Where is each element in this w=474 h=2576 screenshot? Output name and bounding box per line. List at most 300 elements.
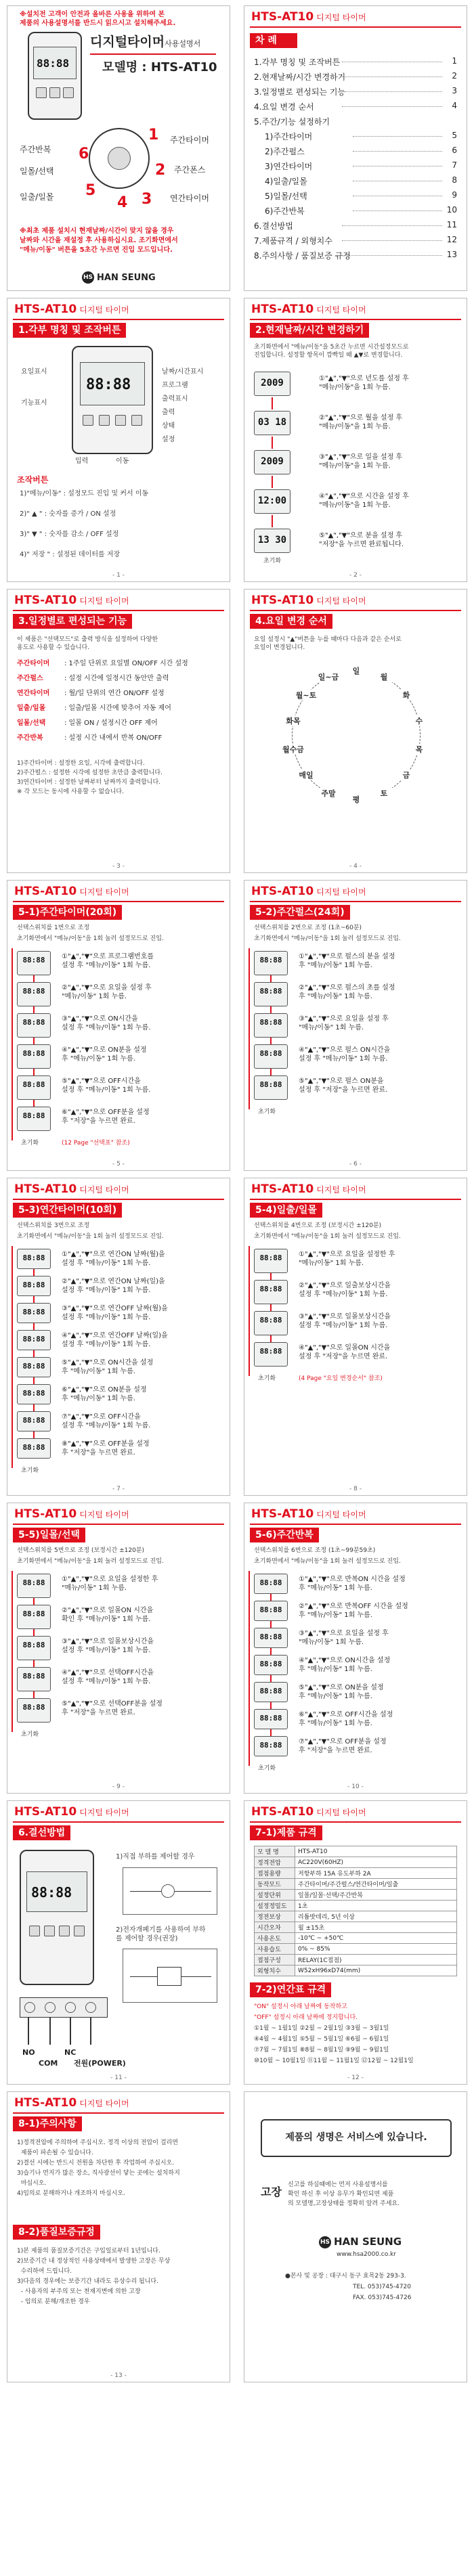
lcd-caption: 초기화	[21, 1467, 39, 1474]
instruction-step: ③"▲","▼"으로 연간OFF 날짜(월)을 설정 후 "메뉴/이동" 1회 누름.	[62, 1305, 168, 1321]
instruction-step: ①"▲","▼"으로 요일을 설정한 후 "메뉴/이동" 1회 누름.	[62, 1576, 158, 1592]
page-number: - 8 -	[349, 1486, 362, 1492]
flow-arrow	[33, 1377, 35, 1384]
instruction-step: ④"▲","▼"으로 펄스 ON시간을 설정 후 "메뉴/이동" 1회 누름.	[299, 1046, 391, 1063]
toc-item	[265, 175, 457, 185]
function-name: 주간반복	[17, 734, 43, 742]
toc-item-label: 3)연간타이머	[265, 162, 313, 171]
toc-dots	[353, 151, 442, 152]
toc-item	[265, 190, 457, 200]
toc-item-page: 4	[452, 101, 457, 110]
section-intro: 선택스위치를 1번으로 조정	[17, 925, 90, 931]
panel-header-sub: 디지털 타이머	[316, 1185, 366, 1195]
company-address: ●본사 및 공장 : 대구시 동구 효목2동 293-3.	[285, 2273, 406, 2280]
flow-arrow	[33, 1323, 35, 1330]
dial-callout: 주간반복	[20, 145, 51, 154]
toc-item	[254, 235, 457, 244]
lcd-step	[254, 1249, 288, 1273]
function-desc: : 1주일 단위로 요일별 ON/OFF 시간 설정	[64, 660, 188, 667]
panel-header-model: HTS-AT10	[251, 885, 314, 898]
flow-arrow	[270, 1594, 272, 1601]
function-desc: : 일출/일몰 시간에 맞추어 자동 제어	[64, 705, 171, 712]
lcd-step	[254, 1709, 288, 1729]
toc-dots	[353, 210, 442, 211]
panel-header: HTS-AT10 디지털 타이머	[251, 1805, 366, 1819]
instruction-step: ⑤"▲","▼"으로 분을 설정 후 "저장"을 누르면 완료됩니다.	[319, 532, 404, 548]
flow-arrow	[33, 1296, 35, 1303]
page-6-panel	[244, 880, 467, 1171]
cover-model-label: 모델명 : HTS-AT10	[102, 60, 217, 74]
function-desc: : 설정 시간 내에서 반복 ON/OFF	[64, 734, 163, 742]
panel-header: HTS-AT10 디지털 타이머	[14, 594, 129, 607]
device-lcd: 88:88	[26, 1871, 87, 1912]
lcd-digits: 88:88	[22, 1049, 45, 1058]
flow-arrow	[270, 1729, 272, 1736]
flow-arrow	[270, 1038, 272, 1044]
lcd-step	[254, 1013, 288, 1038]
flow-arrow	[270, 1621, 272, 1628]
toc-item	[254, 101, 457, 110]
instruction-step: ④"▲","▼"으로 연간OFF 날짜(일)을 설정 후 "메뉴/이동" 1회 누름.	[62, 1332, 168, 1348]
page-number: - 12 -	[347, 2074, 364, 2081]
flow-arrow	[270, 1273, 272, 1280]
function-name: 주간펄스	[17, 675, 43, 682]
panel-header: HTS-AT10 디지털 타이머	[251, 303, 366, 316]
instruction-step: ③"▲","▼"으로 요일을 설정 후 "메뉴/이동" 1회 누름.	[299, 1630, 389, 1646]
page-1-panel	[7, 298, 230, 582]
annual-note-line: ⑩10월 ~ 10월1일 ⑪11월 ~ 11월1일 ⑫12월 ~ 12월1일	[254, 2058, 414, 2064]
instruction-step: ②"▲","▼"으로 요일을 설정 후 "메뉴/이동" 1회 누름.	[62, 984, 152, 1000]
lcd-step	[254, 1044, 288, 1069]
spec-row	[255, 1955, 457, 1966]
spec-value: RELAY(1C접점)	[295, 1955, 457, 1966]
panel-header	[251, 1509, 366, 1520]
part-label: 날짜/시간표시	[162, 368, 204, 376]
reference-note: (12 Page "선택표" 참조)	[62, 1140, 130, 1147]
flow-arrow	[33, 1431, 35, 1438]
lcd-step	[17, 1636, 51, 1660]
toc-dots	[342, 225, 442, 226]
panel-header: HTS-AT10 디지털 타이머	[14, 1805, 129, 1819]
toc-panel	[244, 5, 467, 291]
lcd-caption: 초기화	[258, 1375, 276, 1382]
part-label: 프로그램	[162, 382, 188, 389]
buttons-heading: 조작버튼	[17, 475, 49, 485]
spec-key: 사용습도	[255, 1944, 295, 1955]
page-number: - 10 -	[347, 1783, 364, 1790]
panel-header-model: HTS-AT10	[14, 1507, 77, 1521]
return-line	[249, 948, 250, 1109]
function-row	[17, 702, 220, 714]
spec-value: 주간타이머/주간펄스/연간타이머/일출	[295, 1879, 457, 1890]
lcd-step: 12:00	[254, 489, 290, 514]
dial-number: 5	[85, 182, 96, 199]
section-title: 5-1)주간타이머(20회)	[13, 905, 122, 920]
timer-device-illustration	[28, 32, 82, 120]
section-title: 8-2)품질보증규정	[13, 2225, 100, 2240]
spec-value: 1초	[295, 1901, 457, 1911]
cover-product-name: 디지털타이머사용설명서	[90, 35, 201, 49]
toc-item	[254, 71, 457, 81]
flow-arrow	[270, 1702, 272, 1709]
service-slogan: 제품의 생명은 서비스에 있습니다.	[285, 2132, 427, 2143]
dial-number: 6	[79, 146, 89, 162]
lcd-digits: 88:88	[22, 1578, 45, 1587]
panel-header	[251, 1184, 366, 1195]
section-title: 5-4)일출/일몰	[250, 1203, 322, 1218]
day-item: 일~금	[314, 671, 343, 682]
instruction-step: ⑦"▲","▼"으로 OFF시간을 설정 후 "메뉴/이동" 1회 누름.	[62, 1413, 151, 1429]
instruction-step: ④"▲","▼"으로 시간을 설정 후 "메뉴/이동"을 1회 누름.	[319, 493, 409, 509]
day-item: 화목	[278, 715, 308, 726]
device-lcd: 88:88	[80, 362, 145, 405]
lcd-digits: 88:88	[22, 1281, 45, 1289]
instruction-step: ②"▲","▼"으로 일몰ON 시간을 확인 후 "메뉴/이동" 1회 누름.	[62, 1607, 154, 1623]
dial-callout: 주간타이머	[170, 135, 209, 145]
lcd-step	[254, 1736, 288, 1756]
day-item: 월~토	[291, 690, 321, 701]
lcd-digits: 88:88	[259, 1578, 282, 1587]
function-name: 주간타이머	[17, 660, 50, 667]
lcd-step	[254, 1574, 288, 1594]
toc-item	[265, 205, 457, 215]
return-line	[249, 1246, 250, 1376]
hanseung-logo-icon: HS	[82, 271, 94, 284]
function-row	[17, 687, 220, 699]
instruction-step: ②"▲","▼"으로 펄스의 초를 설정 후 "메뉴/이동" 1회 누름.	[299, 984, 395, 1000]
instruction-step: ③"▲","▼"으로 일몰보상시간을 설정 후 "메뉴/이동" 1회 누름.	[62, 1638, 154, 1654]
button-description: 3)" ▼ " : 숫자를 감소 / OFF 설정	[20, 531, 119, 538]
instruction-step: ①"▲","▼"으로 프로그램번호를 설정 후 "메뉴/이동" 1회 누름.	[62, 953, 154, 969]
day-item: 화	[391, 690, 421, 701]
panel-header-model: HTS-AT10	[251, 1507, 314, 1521]
day-item: 수	[404, 715, 434, 726]
lcd-step	[17, 1330, 51, 1350]
function-desc: : 일몰 ON / 설정시간 OFF 제어	[64, 719, 158, 727]
lcd-caption: 초기화	[263, 558, 282, 564]
lcd-step	[254, 1655, 288, 1675]
spec-row	[255, 1868, 457, 1879]
function-desc: : 설정 시간에 일정시간 동안만 출력	[64, 675, 169, 682]
instruction-step: ③"▲","▼"으로 일을 설정 후 "메뉴/이동"을 1회 누름.	[319, 453, 403, 470]
panel-header-model: HTS-AT10	[14, 1182, 77, 1196]
dial-number: 4	[117, 194, 128, 211]
section-intro: 이 제품은 "선택모드"로 출력 방식을 설정하여 다양한 용도로 사용할 수 있습니다.	[17, 636, 158, 651]
lcd-digits: 88:88	[259, 956, 282, 964]
spec-key: 설정정밀도	[255, 1901, 295, 1911]
section-intro: 선택스위치를 4번으로 조정 (보정시간 ±120분)	[254, 1222, 382, 1229]
spec-row	[255, 1857, 457, 1868]
lcd-step	[17, 1384, 51, 1404]
panel-header: HTS-AT10 디지털 타이머	[14, 303, 129, 316]
toc-item-page: 13	[446, 250, 457, 259]
panel-header-sub: 디지털 타이머	[316, 1510, 366, 1519]
spec-key: 외형치수	[255, 1966, 295, 1976]
button-description: 2)" ▲ " : 숫자를 증가 / ON 설정	[20, 510, 116, 518]
terminal-label: NC	[64, 2048, 77, 2057]
page-number: - 13 -	[110, 2372, 127, 2379]
annual-note-line: ④4월 ~ 4월1일 ⑤5월 ~ 5월1일 ⑥6월 ~ 6월1일	[254, 2036, 389, 2043]
lcd-step	[17, 1411, 51, 1431]
day-item: 일	[341, 665, 371, 676]
dial-callout: 주간폰스	[174, 165, 206, 175]
flow-arrow	[33, 975, 35, 982]
timer-device-illustration	[20, 1850, 94, 1985]
section-title: 7-2)연간표 규격	[250, 1982, 331, 1997]
title-rule	[13, 1524, 224, 1525]
part-label: 설정	[162, 436, 175, 443]
lcd-step	[17, 1303, 51, 1323]
lcd-step	[17, 982, 51, 1006]
instruction-step: ①"▲","▼"으로 요일을 설정한 후 "메뉴/이동" 1회 누름.	[299, 1251, 395, 1267]
spec-value: -10℃ ~ +50℃	[295, 1933, 457, 1944]
toc-item-label: 7.제품규격 / 외형치수	[254, 236, 332, 246]
lcd-digits: 88:88	[22, 1641, 45, 1649]
page-number: - 4 -	[349, 863, 362, 870]
lcd-digits: 88:88	[259, 1605, 282, 1614]
lcd-step	[17, 1075, 51, 1100]
title-rule	[13, 901, 224, 902]
toc-item-label: 1.각부 명칭 및 조작버튼	[254, 58, 341, 67]
page-2-panel	[244, 298, 467, 582]
toc-item-label: 3.일정별로 편성되는 기능	[254, 87, 345, 97]
spec-row	[255, 1890, 457, 1901]
lcd-step	[17, 1698, 51, 1723]
day-cycle	[244, 590, 467, 873]
title-rule	[250, 901, 461, 902]
wiring-desc: 2)전자개폐기를 사용하여 부하 를 제어할 경우(권장)	[116, 1926, 206, 1942]
spec-row	[255, 1901, 457, 1911]
annual-note-line: ①1월 ~ 1월1일 ②2월 ~ 2월1일 ③3월 ~ 3월1일	[254, 2025, 389, 2032]
page-number: - 2 -	[349, 572, 362, 579]
lcd-step	[254, 982, 288, 1006]
spec-value: AC220V(60HZ)	[295, 1857, 457, 1868]
lcd-digits: 88:88	[22, 1018, 45, 1027]
spec-key: 접점구성	[255, 1955, 295, 1966]
lcd-digits: 88:88	[22, 1703, 45, 1712]
lcd-digits: 88:88	[22, 1335, 45, 1343]
spec-key: 접점용량	[255, 1868, 295, 1879]
company-fax: FAX. 053)745-4726	[353, 2294, 412, 2301]
button-description: 4)" 저장 " : 설정된 데이터를 저장	[20, 551, 121, 558]
spec-row	[255, 1933, 457, 1944]
lcd-digits: 88:88	[259, 1049, 282, 1058]
lcd-digits: 88:88	[259, 987, 282, 996]
toc-item-page: 5	[452, 131, 457, 140]
panel-header	[251, 886, 366, 897]
flow-arrow	[33, 1404, 35, 1411]
timer-device-illustration	[72, 346, 153, 454]
section-title: 3.일정별로 편성되는 기능	[13, 614, 132, 629]
section-title: 5-6)주간반복	[250, 1528, 319, 1542]
panel-header	[14, 1509, 129, 1520]
lcd-step	[254, 1342, 288, 1367]
dial-number: 2	[155, 162, 166, 179]
annual-note-line: "ON" 설정시 아래 날짜에 동작하고	[254, 2003, 347, 2010]
toc-item-label: 5.주간/기능 설정하기	[254, 117, 330, 127]
flow-arrow	[33, 1350, 35, 1357]
cover-note: ※최초 제품 설치시 현재날짜/시간이 맞지 않을 경우 날짜와 시간을 재설정 후 사용하십시요. 조기화면에서 "메뉴/이동" 버튼을 5초간 누르면 진입 모드입니다.	[20, 227, 178, 254]
section-title: 5-2)주간펄스(24회)	[250, 905, 350, 920]
lcd-step	[254, 1311, 288, 1335]
lcd-step	[254, 1682, 288, 1702]
panel-header-sub: 디지털 타이머	[79, 887, 129, 897]
lcd-caption: 초기화	[258, 1765, 276, 1772]
section-intro: 초기화면에서 "메뉴/이동"을 5초간 누르면 시간설정모드로 진입합니다. 설정할 항목이 깜빡일 때 ▲▼로 변경합니다.	[254, 344, 409, 359]
instruction-step: ①"▲","▼"으로 펄스의 분을 설정 후 "메뉴/이동" 1회 누름.	[299, 953, 395, 969]
panel-header-sub: 디지털 타이머	[79, 1185, 129, 1195]
instruction-step: ④"▲","▼"으로 일몰ON 시간을 설정 후 "저장"을 누르면 완료.	[299, 1344, 391, 1360]
day-item: 토	[369, 788, 399, 799]
dial-callout: 연간타이머	[170, 194, 209, 203]
toc-dots	[342, 255, 442, 256]
instruction-step: ⑥"▲","▼"으로 OFF분을 설정 후 "저장"을 누르면 완료.	[62, 1109, 150, 1125]
wiring-diagram-direct	[123, 1867, 217, 1915]
spec-value: 0% ~ 85%	[295, 1944, 457, 1955]
toc-item-label: 2.현재날짜/시간 변경하기	[254, 72, 346, 82]
lcd-step	[254, 951, 288, 975]
panel-header	[14, 886, 129, 897]
instruction-step: ④"▲","▼"으로 ON시간을 설정 후 "메뉴/이동" 1회 누름.	[299, 1657, 391, 1673]
spec-value: W52xH96xD74(mm)	[295, 1966, 457, 1976]
instruction-step: ⑤"▲","▼"으로 OFF시간을 설정 후 "메뉴/이동" 1회 누름.	[62, 1078, 151, 1094]
button-description: 1)"메뉴/이동" : 설정모드 진입 및 커서 이동	[20, 490, 149, 497]
section-intro-2: 초기화면에서 "메뉴/이동"을 1회 눌러 설정모드로 진입.	[17, 1233, 164, 1240]
instruction-step: ②"▲","▼"으로 일출보상시간을 설정 후 "메뉴/이동" 1회 누름.	[299, 1282, 391, 1298]
page-3-panel	[7, 589, 230, 873]
lcd-digits: 88:88	[259, 1714, 282, 1723]
flow-arrow	[33, 1069, 35, 1075]
spec-row	[255, 1879, 457, 1890]
annual-note-line: "OFF" 설정시 아래 날짜에 정지합니다.	[254, 2014, 358, 2021]
spec-key: 정격전압	[255, 1857, 295, 1868]
toc-item	[254, 56, 457, 66]
flow-arrow	[33, 1006, 35, 1013]
lcd-digits: 88:88	[22, 1416, 45, 1425]
day-item: 매일	[291, 770, 321, 780]
panel-header-sub: 디지털 타이머	[79, 1510, 129, 1519]
panel-header-model: HTS-AT10	[14, 885, 77, 898]
lcd-digits: 88:88	[259, 1347, 282, 1356]
return-line	[12, 948, 13, 1140]
cautions-text: 1)정격전압에 주의하여 주십시오. 정격 이상의 전압이 걸리면 제품이 파손될 수 있습니다. 2)결선 시에는 반드시 전원을 차단한 후 작업하여 주십시오. 3)습기나 먼지가 많은 장소, 직사광선이 닿는 곳에는 설치하지 마십시오. 4)임의로 분해하거나 개조하지 마십시오.	[17, 2139, 180, 2197]
toc-item	[265, 146, 457, 155]
instruction-step: ④"▲","▼"으로 ON분을 설정 후 "메뉴/이동" 1회 누름.	[62, 1046, 147, 1063]
panel-header: HTS-AT10 디지털 타이머	[251, 10, 366, 24]
section-title: 5-3)연간타이머(10회)	[13, 1203, 122, 1218]
title-rule	[250, 1524, 461, 1525]
spec-key: 동작모드	[255, 1879, 295, 1890]
function-name: 연간타이머	[17, 690, 50, 697]
page-10-panel	[244, 1503, 467, 1794]
section-intro: 선택스위치를 2번으로 조정 (1초~60분)	[254, 925, 362, 931]
section-title: 5-5)일몰/선택	[13, 1528, 85, 1542]
toc-item-page: 1	[452, 56, 457, 66]
spec-key: 설정단위	[255, 1890, 295, 1901]
instruction-step: ②"▲","▼"으로 월을 설정 후 "메뉴/이동"을 1회 누름.	[319, 414, 403, 430]
flow-arrow	[33, 1038, 35, 1044]
lcd-digits: 88:88	[22, 956, 45, 964]
page-number: - 3 -	[112, 863, 125, 870]
toc-item-page: 2	[452, 71, 457, 81]
page-13-panel	[7, 2091, 230, 2382]
repair-label: 고장	[261, 2185, 282, 2198]
instruction-step: ⑦"▲","▼"으로 OFF분을 설정 후 "저장"을 누르면 완료.	[299, 1738, 387, 1754]
flow-arrow	[33, 1598, 35, 1605]
section-title: 8-1)주의사항	[13, 2116, 82, 2131]
page-12-panel	[244, 1800, 467, 2085]
lcd-digits: 88:88	[22, 1308, 45, 1316]
lcd-step: 03 18	[254, 411, 290, 435]
toc-title: 차 례	[250, 33, 297, 48]
lcd-step	[17, 1605, 51, 1629]
instruction-step: ①"▲","▼"으로 연간ON 날짜(월)을 설정 후 "메뉴/이동" 1회 누름.	[62, 1251, 165, 1267]
lcd-digits: 88:88	[259, 1660, 282, 1668]
toc-item-page: 9	[452, 190, 457, 200]
back-brand-logo: HS HAN SEUNG	[320, 2236, 402, 2248]
day-item: 평	[341, 794, 371, 805]
instruction-step: ③"▲","▼"으로 일몰보상시간을 설정 후 "메뉴/이동" 1회 누름.	[299, 1313, 391, 1329]
repair-text: 신고를 하실때에는 먼저 사용설명서를 확인 하신 후 이상 유무가 확인되면 제품 의 모델명,고장상태를 정확히 알려 주세요.	[288, 2181, 400, 2207]
page-number: - 1 -	[112, 572, 125, 579]
page-11-panel	[7, 1800, 230, 2085]
section-intro-2: 초기화면에서 "메뉴/이동"을 1회 눌러 설정모드로 진입.	[254, 1233, 401, 1240]
section-intro: 요일 설정시 "▲"버튼을 누를 때마다 다음과 같은 순서로 요일이 변경됩니다.	[254, 636, 402, 651]
section-title: 2.현재날짜/시간 변경하기	[250, 323, 369, 338]
instruction-step: ⑤"▲","▼"으로 펄스 ON분을 설정 후 "저장"을 누르면 완료.	[299, 1078, 388, 1094]
lcd-step	[17, 1667, 51, 1691]
toc-item-label: 8.주의사항 / 품질보증 규정	[254, 251, 351, 261]
function-desc: : 월/일 단위의 연간 ON/OFF 설정	[64, 690, 165, 697]
lcd-digits: 88:88	[22, 1080, 45, 1089]
lcd-step	[17, 1574, 51, 1598]
toc-item-label: 5)일몰/선택	[265, 192, 307, 201]
spec-key: 시간오차	[255, 1922, 295, 1933]
toc-dots	[353, 136, 442, 137]
reference-note: (4 Page "요일 변경순서" 참조)	[299, 1375, 383, 1382]
lcd-digits: 88:88	[22, 1253, 45, 1262]
cover-warning: ※설치전 고객이 안전과 올바른 사용을 위하여 본 제품의 사용설명서를 반드시 읽으시고 설치해주세요.	[20, 11, 176, 27]
warranty-text: 1)본 제품의 품질보증기간은 구입일로부터 1년입니다. 2)보증기간 내 정상적인 사용상태에서 발생한 고장은 무상 수리하여 드립니다. 3)다음의 경우에는 보증기간 내라도 유상수리 됩니다. - 사용자의 부주의 또는 천재지변에 의한 고장 - 임의로 분해/개조한 경우	[17, 2248, 171, 2305]
toc-item-label: 4)일출/일몰	[265, 177, 307, 186]
day-item: 월	[369, 671, 399, 682]
instruction-step: ⑤"▲","▼"으로 ON분을 설정 후 "메뉴/이동" 1회 누름.	[299, 1684, 384, 1700]
lcd-digits: 88:88	[22, 1609, 45, 1618]
page-number: - 5 -	[112, 1161, 125, 1168]
panel-header: HTS-AT10 디지털 타이머	[14, 2096, 129, 2110]
spec-row	[255, 1846, 457, 1857]
title-rule	[13, 1199, 224, 1200]
lcd-digits: 88:88	[259, 1253, 282, 1262]
flow-arrow	[270, 1335, 272, 1342]
toc-dots	[342, 91, 442, 92]
flow-arrow	[33, 1100, 35, 1107]
toc-item-label: 4.요일 변경 순서	[254, 102, 314, 112]
part-label: 출력표시	[162, 395, 188, 403]
section-title: 1.각부 명칭 및 조작버튼	[13, 323, 126, 338]
wiring-diagram-contactor	[123, 1949, 217, 2003]
lcd-step	[254, 1601, 288, 1621]
cover-panel	[7, 5, 230, 291]
function-row	[17, 672, 220, 684]
day-item: 월수금	[278, 744, 308, 755]
lcd-step	[254, 1280, 288, 1304]
instruction-step: ⑥"▲","▼"으로 ON분을 설정 후 "메뉴/이동" 1회 누름.	[62, 1386, 147, 1402]
instruction-step: ①"▲","▼"으로 반복ON 시간을 설정 후 "메뉴/이동" 1회 누름.	[299, 1576, 406, 1592]
lcd-step: 13 30	[254, 529, 290, 553]
lcd-step	[254, 1075, 288, 1100]
function-name: 일몰/선택	[17, 719, 46, 727]
